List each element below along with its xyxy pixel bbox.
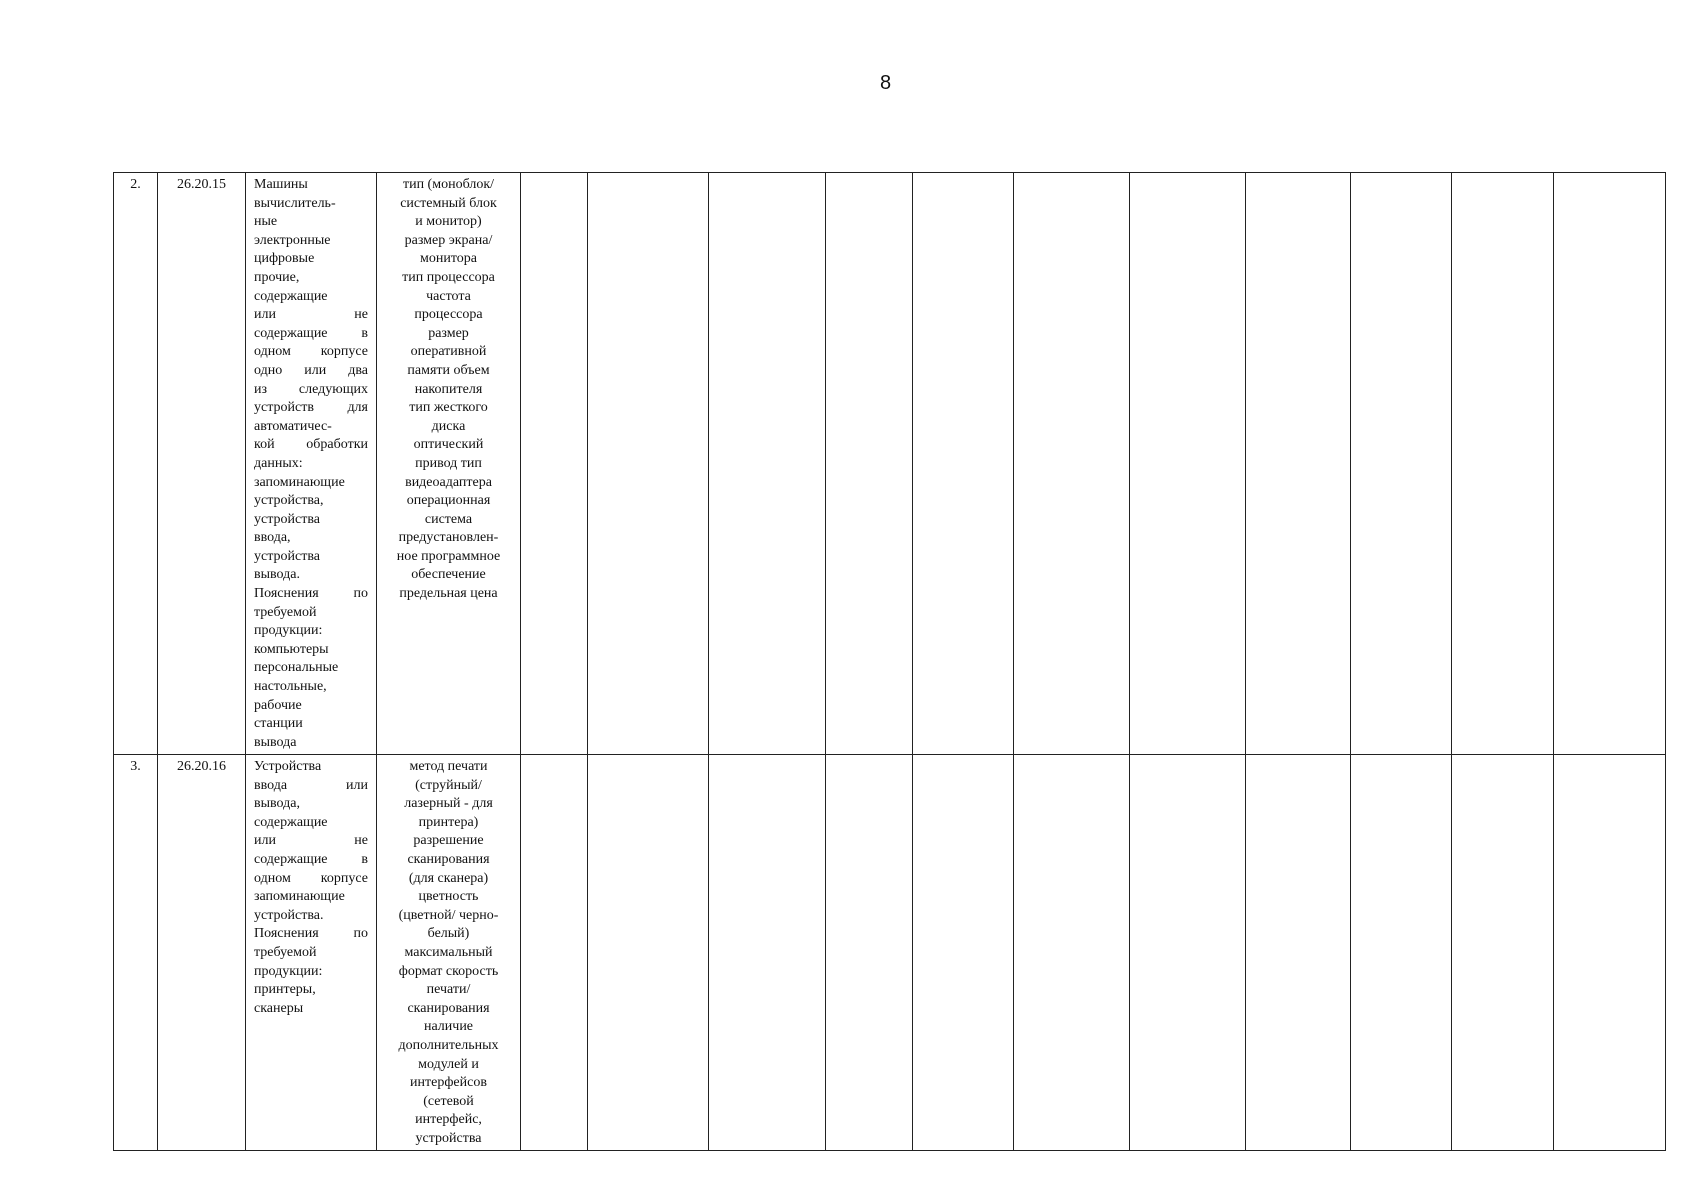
product-name-line: из следующих [254, 381, 368, 397]
characteristic-line: тип жесткого [409, 400, 488, 416]
procurement-table [113, 172, 1666, 1151]
characteristic-line: разрешение [413, 833, 484, 849]
empty-cell [709, 755, 826, 1151]
product-name-line: одно или два [254, 362, 368, 378]
empty-cell [1246, 173, 1351, 755]
product-name-line: ввода или [254, 777, 368, 793]
characteristic-line: (струйный/ [415, 777, 482, 793]
row-number-cell: 3. [114, 755, 158, 1151]
row-number-cell: 2. [114, 173, 158, 755]
product-name-line: рабочие [254, 697, 302, 713]
product-name-line: или не [254, 307, 368, 323]
product-name-line: требуемой [254, 944, 317, 960]
characteristic-line: дополнительных [398, 1037, 499, 1053]
empty-cell [1452, 755, 1554, 1151]
characteristic-line: (для сканера) [408, 870, 489, 886]
product-name-line: данных: [254, 455, 303, 471]
characteristic-line: система [424, 511, 473, 527]
empty-cell [1130, 173, 1246, 755]
characteristic-line: печати/ [426, 982, 471, 998]
okpd2-code-cell: 26.20.16 [158, 755, 246, 1151]
characteristic-line: формат скорость [398, 963, 499, 979]
product-name-cell [246, 755, 377, 1151]
product-name-line: вывода [254, 734, 297, 750]
product-name-line: цифровые [254, 251, 315, 267]
characteristic-line: тип процессора [402, 269, 495, 285]
characteristic-line: операционная [406, 493, 491, 509]
empty-cell [1452, 173, 1554, 755]
characteristic-line: (цветной/ черно- [398, 907, 499, 923]
empty-cell [588, 173, 709, 755]
product-name-line: вывода. [254, 567, 300, 583]
characteristic-line: предельная цена [399, 586, 498, 602]
characteristic-line: диска [431, 418, 466, 434]
product-name-line: ные [254, 214, 278, 230]
table-row [114, 755, 1666, 1151]
characteristic-line: модулей и [418, 1056, 479, 1072]
characteristic-line: оптический [413, 437, 484, 453]
characteristic-line: накопителя [414, 381, 483, 397]
characteristic-line: интерфейсов [410, 1075, 487, 1091]
product-name-line: Пояснения по [254, 586, 368, 602]
characteristic-line: обеспечение [411, 567, 486, 583]
empty-cell [1014, 755, 1130, 1151]
characteristics-cell [377, 173, 521, 755]
product-name-line: станции [254, 716, 303, 732]
product-name-line: содержащие в [254, 851, 368, 867]
product-name-line: персональные [254, 660, 339, 676]
product-name-line: содержащие в [254, 325, 368, 341]
characteristic-line: ное программное [396, 548, 501, 564]
characteristic-line: устройства [415, 1130, 482, 1146]
product-name-line: запоминающие [254, 474, 345, 490]
product-name-line: сканеры [254, 1000, 304, 1016]
product-name-line: принтеры, [254, 982, 316, 998]
empty-cell [1351, 755, 1452, 1151]
characteristic-line: памяти объем [407, 362, 490, 378]
empty-cell [826, 173, 913, 755]
characteristic-line: видеоадаптера [405, 474, 492, 490]
product-name-line: компьютеры [254, 641, 329, 657]
empty-cell [913, 755, 1014, 1151]
empty-cell [1351, 173, 1452, 755]
product-name-line: электронные [254, 232, 331, 248]
characteristic-line: размер экрана/ [404, 232, 493, 248]
characteristic-line: интерфейс, [415, 1112, 482, 1128]
empty-cell [913, 173, 1014, 755]
characteristic-line: оперативной [410, 344, 487, 360]
product-name-line: Пояснения по [254, 926, 368, 942]
product-name-line: запоминающие [254, 889, 345, 905]
characteristic-line: сканирования [407, 1000, 490, 1016]
characteristic-line: привод тип [415, 455, 482, 471]
characteristic-line: системный блок [400, 195, 497, 211]
characteristic-line: лазерный - для [404, 796, 493, 812]
empty-cell [1014, 173, 1130, 755]
product-name-line: Машины [254, 177, 308, 192]
product-name-line: содержащие [254, 288, 328, 304]
product-name-line: одном корпусе [254, 344, 368, 360]
characteristic-line: метод печати [409, 759, 488, 774]
empty-cell [588, 755, 709, 1151]
product-name-line: кой обработки [254, 437, 368, 453]
product-name-line: автоматичес- [254, 418, 332, 434]
characteristic-line: максимальный [404, 944, 493, 960]
product-name-line: или не [254, 833, 368, 849]
characteristic-line: цветность [418, 889, 479, 905]
empty-cell [1554, 755, 1666, 1151]
characteristic-line: наличие [423, 1019, 474, 1035]
characteristic-line: монитора [420, 251, 477, 267]
characteristic-line: частота [426, 288, 471, 304]
product-name-line: вычислитель- [254, 195, 336, 211]
table-row [114, 173, 1666, 755]
product-name-line: ввода, [254, 530, 291, 546]
empty-cell [1130, 755, 1246, 1151]
characteristics-cell [377, 755, 521, 1151]
product-name-line: прочие, [254, 269, 300, 285]
table-body [114, 173, 1666, 1151]
product-name-line: устройства [254, 511, 320, 527]
characteristic-line: и монитор) [415, 214, 482, 230]
product-name-cell [246, 173, 377, 755]
product-name-line: требуемой [254, 604, 317, 620]
product-name-line: вывода, [254, 796, 300, 812]
characteristic-line: тип (моноблок/ [402, 177, 495, 192]
empty-cell [521, 173, 588, 755]
product-name-line: содержащие [254, 814, 328, 830]
product-name-line: одном корпусе [254, 870, 368, 886]
characteristic-line: процессора [414, 307, 483, 323]
product-name-line: устройства. [254, 907, 324, 923]
characteristic-line: предустановлен- [398, 530, 499, 546]
characteristic-line: сканирования [407, 851, 490, 867]
characteristic-line: белый) [427, 926, 470, 942]
characteristic-line: принтера) [418, 814, 479, 830]
characteristic-line: размер [428, 325, 469, 341]
okpd2-code-cell: 26.20.15 [158, 173, 246, 755]
empty-cell [1554, 173, 1666, 755]
product-name-line: устройств для [254, 400, 368, 416]
characteristic-line: (сетевой [423, 1093, 474, 1109]
empty-cell [709, 173, 826, 755]
page-number: 8 [879, 72, 892, 94]
product-name-line: продукции: [254, 623, 323, 639]
empty-cell [521, 755, 588, 1151]
product-name-line: Устройства [254, 759, 322, 774]
empty-cell [1246, 755, 1351, 1151]
product-name-line: продукции: [254, 963, 323, 979]
empty-cell [826, 755, 913, 1151]
product-name-line: устройства, [254, 493, 324, 509]
product-name-line: устройства [254, 548, 320, 564]
product-name-line: настольные, [254, 679, 327, 695]
